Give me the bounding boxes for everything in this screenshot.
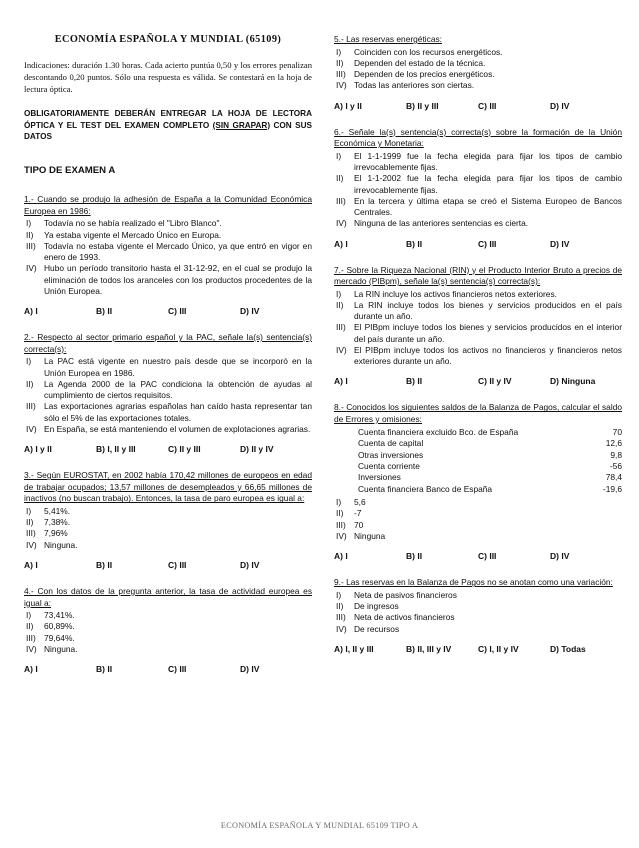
question-6-stem xyxy=(334,127,622,150)
question-4 xyxy=(24,586,312,655)
option-text: Todavía no estaba vigente el Mercado Único, ya que entró en vigor en enero de 1993. xyxy=(44,240,312,263)
answer-choice-d[interactable]: D) IV xyxy=(550,100,570,111)
answer-choice-d[interactable]: D) IV xyxy=(550,238,570,249)
option-item xyxy=(24,633,312,644)
question-2-stem xyxy=(24,332,312,355)
question-9-text: Las reservas en la Balanza de Pagos no se anotan como una variación: xyxy=(346,577,613,588)
option-mark: III) xyxy=(26,401,36,412)
option-item xyxy=(24,379,312,402)
table-row xyxy=(358,427,622,438)
table-row xyxy=(358,461,622,472)
answer-choice-c[interactable]: C) II y III xyxy=(168,444,201,455)
answer-choice-b[interactable]: B) II xyxy=(406,551,423,562)
option-item xyxy=(334,497,622,508)
balance-of-payments-table xyxy=(334,427,622,496)
question-2 xyxy=(24,332,312,435)
answer-choice-d[interactable]: D) II y IV xyxy=(240,444,274,455)
question-8 xyxy=(334,402,622,542)
option-mark: I) xyxy=(336,497,342,508)
answer-choice-c[interactable]: C) III xyxy=(478,551,497,562)
table-row-label: Cuenta corriente xyxy=(358,460,420,471)
question-8-number: 8.- xyxy=(334,402,344,413)
option-item xyxy=(334,508,622,519)
option-mark: I) xyxy=(26,610,32,621)
question-5 xyxy=(334,34,622,92)
answer-choice-c[interactable]: C) III xyxy=(168,664,187,675)
question-9-stem xyxy=(334,577,622,589)
mandatory-notice xyxy=(24,108,312,144)
option-mark: II) xyxy=(336,57,344,68)
option-item xyxy=(334,601,622,612)
option-item xyxy=(24,528,312,539)
question-5-text: Las reservas energéticas: xyxy=(346,34,443,44)
answer-choice-c[interactable]: C) III xyxy=(478,238,497,249)
option-text: En España, se está manteniendo el volumen de explotaciones agrarias. xyxy=(44,423,311,434)
notice-part-2: CON SUS DATOS xyxy=(24,120,312,142)
option-text: -7 xyxy=(354,508,362,519)
option-mark: I) xyxy=(26,218,32,229)
option-text: 60,89%. xyxy=(44,621,75,632)
option-item xyxy=(334,322,622,345)
option-text: De ingresos xyxy=(354,601,399,612)
option-item xyxy=(24,506,312,517)
exam-type-heading: TIPO DE EXAMEN A xyxy=(24,165,116,177)
answer-choice-b[interactable]: B) II y III xyxy=(406,100,439,111)
option-text: Hubo un período transitorio hasta el 31-12-92, en el cual se produjo la eliminación de todos los aranceles con los productos procedentes de la Unión Europea. xyxy=(44,263,312,296)
option-mark: I) xyxy=(26,505,32,516)
question-3-number: 3.- xyxy=(24,470,34,481)
option-item xyxy=(24,517,312,528)
answer-choice-c[interactable]: C) I, II y IV xyxy=(478,643,519,654)
answer-choice-b[interactable]: B) I, II y III xyxy=(96,444,136,455)
question-1-options xyxy=(24,218,312,297)
option-mark: III) xyxy=(26,528,36,539)
page-title: ECONOMÍA ESPAÑOLA Y MUNDIAL (65109) xyxy=(54,34,282,45)
question-4-text: Con los datos de la pregunta anterior, la tasa de actividad europea es igual a: xyxy=(24,585,313,608)
answer-choice-b[interactable]: B) II xyxy=(96,664,113,675)
question-8-answer-row xyxy=(334,551,622,561)
option-item xyxy=(24,218,312,229)
table-row xyxy=(358,484,622,495)
instructions-text: Indicaciones: duración 1.30 horas. Cada acierto puntúa 0,50 y los errores penalizan descontando 0,20 puntos. Sólo una respuesta es válida. Se contestará en la hoja de lectura óptica. xyxy=(24,60,312,95)
option-mark: II) xyxy=(26,517,34,528)
option-text: La PAC está vigente en nuestro país desde que se incorporó en la Unión Europea en 1986. xyxy=(44,356,312,378)
question-1-answer-row xyxy=(24,306,312,316)
option-text: La RIN incluye los activos financieros netos exteriores. xyxy=(354,288,557,299)
answer-choice-c[interactable]: C) II y IV xyxy=(478,376,512,387)
table-row xyxy=(358,450,622,461)
option-text: Dependen de los precios energéticos. xyxy=(354,69,495,80)
option-text: Ninguna. xyxy=(44,539,78,550)
answer-choice-a[interactable]: A) I y II xyxy=(334,100,362,111)
option-item xyxy=(334,612,622,623)
option-item xyxy=(24,621,312,632)
notice-underlined: (SIN GRAPAR) xyxy=(212,120,271,130)
option-item xyxy=(24,644,312,655)
question-1 xyxy=(24,194,312,297)
table-row xyxy=(358,472,622,483)
question-2-text: Respecto al sector primario español y la PAC, señale la(s) sentencia(s) correcta(s): xyxy=(24,332,312,354)
option-mark: I) xyxy=(336,46,342,57)
answer-choice-b[interactable]: B) II xyxy=(406,376,423,387)
answer-choice-d[interactable]: D) IV xyxy=(550,551,570,562)
table-row-value: 9,8 xyxy=(610,449,622,460)
option-text: Coinciden con los recursos energéticos. xyxy=(354,46,503,57)
option-mark: IV) xyxy=(336,344,347,355)
option-item xyxy=(334,173,622,196)
option-mark: II) xyxy=(336,173,344,184)
option-mark: III) xyxy=(336,195,346,206)
question-2-number: 2.- xyxy=(24,332,34,343)
answer-choice-d[interactable]: D) Todas xyxy=(550,643,586,654)
question-6 xyxy=(334,127,622,230)
answer-choice-d[interactable]: D) IV xyxy=(240,664,260,675)
answer-choice-a[interactable]: A) I xyxy=(334,376,348,387)
question-3-options xyxy=(24,506,312,551)
option-text: Ya estaba vigente el Mercado Único en Europa. xyxy=(44,229,222,240)
question-7 xyxy=(334,265,622,368)
option-mark: IV) xyxy=(336,623,347,634)
answer-choice-a[interactable]: A) I, II y III xyxy=(334,643,374,654)
question-1-number: 1.- xyxy=(24,194,34,205)
question-1-text: Cuando se produjo la adhesión de España a la Comunidad Económica Europea en 1986: xyxy=(24,194,313,216)
option-mark: I) xyxy=(336,288,342,299)
option-item xyxy=(24,540,312,551)
question-7-number: 7.- xyxy=(334,264,344,275)
table-row-value: 12,6 xyxy=(605,438,622,449)
option-mark: III) xyxy=(336,612,346,623)
option-text: Ninguna de las anteriores sentencias es cierta. xyxy=(354,218,529,229)
question-3-stem xyxy=(24,470,312,505)
answer-choice-b[interactable]: B) II xyxy=(96,306,113,317)
table-row-label: Cuenta financiera excluido Bco. de España xyxy=(358,426,519,437)
two-column-layout xyxy=(24,34,623,764)
option-text: 73,41%. xyxy=(44,610,75,621)
question-6-answer-row xyxy=(334,239,622,249)
table-row-value: 70 xyxy=(612,426,622,437)
table-row-label: Cuenta de capital xyxy=(358,438,424,449)
answer-choice-d[interactable]: D) IV xyxy=(240,559,260,570)
option-mark: III) xyxy=(26,240,36,251)
option-item xyxy=(334,289,622,300)
option-text: La RIN incluye todos los bienes y servicios producidos en el país durante un año. xyxy=(354,299,622,322)
option-text: 7,38%. xyxy=(44,517,71,528)
question-6-number: 6.- xyxy=(334,126,344,137)
question-4-number: 4.- xyxy=(24,585,34,596)
option-item xyxy=(24,610,312,621)
option-text: Todavía no se había realizado el "Libro Blanco". xyxy=(44,218,222,229)
answer-choice-a[interactable]: A) I xyxy=(24,306,38,317)
notice-part-1: OBLIGATORIAMENTE DEBERÁN ENTREGAR LA HOJA DE LECTORA ÓPTICA Y EL TEST DEL EXAMEN COMPLETO xyxy=(24,108,312,130)
option-text: El 1-1-1999 fue la fecha elegida para fijar los tipos de cambio irrevocablemente fijas. xyxy=(354,150,622,173)
option-text: El 1-1-2002 fue la fecha elegida para fijar los tipos de cambio irrevocablemente fijas. xyxy=(354,173,622,195)
table-row-label: Inversiones xyxy=(358,472,401,483)
option-mark: I) xyxy=(336,589,342,600)
option-item xyxy=(24,230,312,241)
answer-choice-c[interactable]: C) III xyxy=(478,100,497,111)
question-5-answer-row xyxy=(334,101,622,111)
option-mark: II) xyxy=(26,378,34,389)
option-text: El PIBpm incluye todos los bienes y servicios producidos en el interior del país durante un año. xyxy=(354,322,622,344)
option-item xyxy=(24,424,312,435)
question-3-text: Según EUROSTAT, en 2002 había 170,42 millones de europeos en edad de trabajar ocupados; 13,57 millones de desempleados y 66,65 millones de inactivos (no buscan trabajo). Entonces, la tasa de paro europea es igual a: xyxy=(24,470,313,504)
option-mark: II) xyxy=(336,601,344,612)
answer-choice-d[interactable]: D) Ninguna xyxy=(550,376,596,387)
question-7-answer-row xyxy=(334,376,622,386)
question-2-answer-row xyxy=(24,444,312,454)
option-mark: IV) xyxy=(336,218,347,229)
option-mark: IV) xyxy=(26,539,37,550)
option-item xyxy=(334,80,622,91)
option-text: Ninguna xyxy=(354,530,386,541)
answer-choice-a[interactable]: A) I y II xyxy=(24,444,52,455)
table-row-value: -56 xyxy=(609,460,622,471)
table-row xyxy=(358,438,622,449)
option-item xyxy=(24,241,312,264)
option-item xyxy=(334,58,622,69)
table-row-label: Cuenta financiera Banco de España xyxy=(358,483,493,494)
question-9 xyxy=(334,577,622,635)
question-4-options xyxy=(24,610,312,655)
option-item xyxy=(334,218,622,229)
answer-choice-b[interactable]: B) II, III y IV xyxy=(406,643,452,654)
option-item xyxy=(334,590,622,601)
option-item xyxy=(334,300,622,323)
question-3-answer-row xyxy=(24,560,312,570)
option-mark: IV) xyxy=(26,423,37,434)
option-mark: II) xyxy=(26,621,34,632)
answer-choice-b[interactable]: B) II xyxy=(406,238,423,249)
option-text: En la tercera y última etapa se creó el Sistema Europeo de Bancos Centrales. xyxy=(354,195,622,218)
table-row-value: -19,6 xyxy=(602,483,622,494)
option-text: 70 xyxy=(354,519,364,530)
option-mark: III) xyxy=(336,322,346,333)
option-item xyxy=(334,531,622,542)
option-text: La Agenda 2000 de la PAC condiciona la obtención de ayudas al cumplimiento de ciertos requisitos. xyxy=(44,378,312,401)
option-item xyxy=(334,47,622,58)
option-text: De recursos xyxy=(354,623,400,634)
question-9-number: 9.- xyxy=(334,577,344,588)
option-item xyxy=(334,345,622,368)
question-8-options xyxy=(334,497,622,542)
option-item xyxy=(334,520,622,531)
option-mark: III) xyxy=(336,519,346,530)
option-text: Dependen del estado de la técnica. xyxy=(354,57,486,68)
page-footer: ECONOMÍA ESPAÑOLA Y MUNDIAL 65109 TIPO A xyxy=(220,821,419,830)
option-item xyxy=(24,401,312,424)
option-item xyxy=(334,69,622,80)
option-text: Las exportaciones agrarias españolas han caído hasta representar tan sólo el 5% de las exportaciones totales. xyxy=(44,401,312,423)
question-5-number: 5.- xyxy=(334,34,344,44)
answer-choice-c[interactable]: C) III xyxy=(168,559,187,570)
question-9-options xyxy=(334,590,622,635)
option-mark: II) xyxy=(26,229,34,240)
option-mark: II) xyxy=(336,508,344,519)
question-1-stem xyxy=(24,194,312,217)
question-8-text: Conocidos los siguientes saldos de la Balanza de Pagos, calcular el saldo de Errores y omisiones: xyxy=(334,402,623,425)
answer-choice-d[interactable]: D) IV xyxy=(240,306,260,317)
option-text: Neta de pasivos financieros xyxy=(354,589,457,600)
option-text: 79,64%. xyxy=(44,632,75,643)
option-item xyxy=(334,196,622,219)
option-text: Todas las anteriores son ciertas. xyxy=(354,80,475,91)
option-mark: IV) xyxy=(26,643,37,654)
question-4-stem xyxy=(24,586,312,609)
question-7-text: Sobre la Riqueza Nacional (RIN) y el Producto Interior Bruto a precios de mercado (PIBpm), señale la(s) sentencia(s) correcta(s): xyxy=(334,264,623,287)
right-column xyxy=(334,34,622,764)
question-4-answer-row xyxy=(24,664,312,674)
answer-choice-b[interactable]: B) II xyxy=(96,559,113,570)
answer-choice-a[interactable]: A) I xyxy=(24,664,38,675)
option-mark: I) xyxy=(26,356,32,367)
option-mark: IV) xyxy=(26,263,37,274)
option-mark: III) xyxy=(336,69,346,80)
question-9-answer-row xyxy=(334,644,622,654)
question-6-options xyxy=(334,151,622,230)
question-5-options xyxy=(334,47,622,92)
option-text: 5,6 xyxy=(354,497,366,508)
question-2-options xyxy=(24,356,312,435)
question-7-stem xyxy=(334,265,622,288)
question-7-options xyxy=(334,289,622,368)
option-mark: I) xyxy=(336,150,342,161)
answer-choice-a[interactable]: A) I xyxy=(24,559,38,570)
option-mark: III) xyxy=(26,632,36,643)
option-item xyxy=(24,263,312,297)
option-text: Ninguna. xyxy=(44,643,78,654)
question-8-stem xyxy=(334,402,622,425)
option-text: 5,41%. xyxy=(44,505,71,516)
table-row-value: 78,4 xyxy=(605,472,622,483)
option-text: El PIBpm incluye todos los activos no financieros y financieros netos exteriores durante un año. xyxy=(354,344,622,367)
answer-choice-a[interactable]: A) I xyxy=(334,238,348,249)
left-column xyxy=(24,34,312,764)
option-item xyxy=(24,356,312,379)
answer-choice-a[interactable]: A) I xyxy=(334,551,348,562)
table-row-label: Otras inversiones xyxy=(358,449,424,460)
option-mark: II) xyxy=(336,299,344,310)
question-5-stem xyxy=(334,34,622,46)
option-text: Neta de activos financieros xyxy=(354,612,455,623)
option-mark: IV) xyxy=(336,80,347,91)
option-item xyxy=(334,151,622,174)
answer-choice-c[interactable]: C) III xyxy=(168,306,187,317)
option-text: 7,96% xyxy=(44,528,68,539)
option-item xyxy=(334,624,622,635)
option-mark: IV) xyxy=(336,530,347,541)
question-6-text: Señale la(s) sentencia(s) correcta(s) sobre la formación de la Unión Económica y Monetaria: xyxy=(334,126,622,149)
question-3 xyxy=(24,470,312,551)
